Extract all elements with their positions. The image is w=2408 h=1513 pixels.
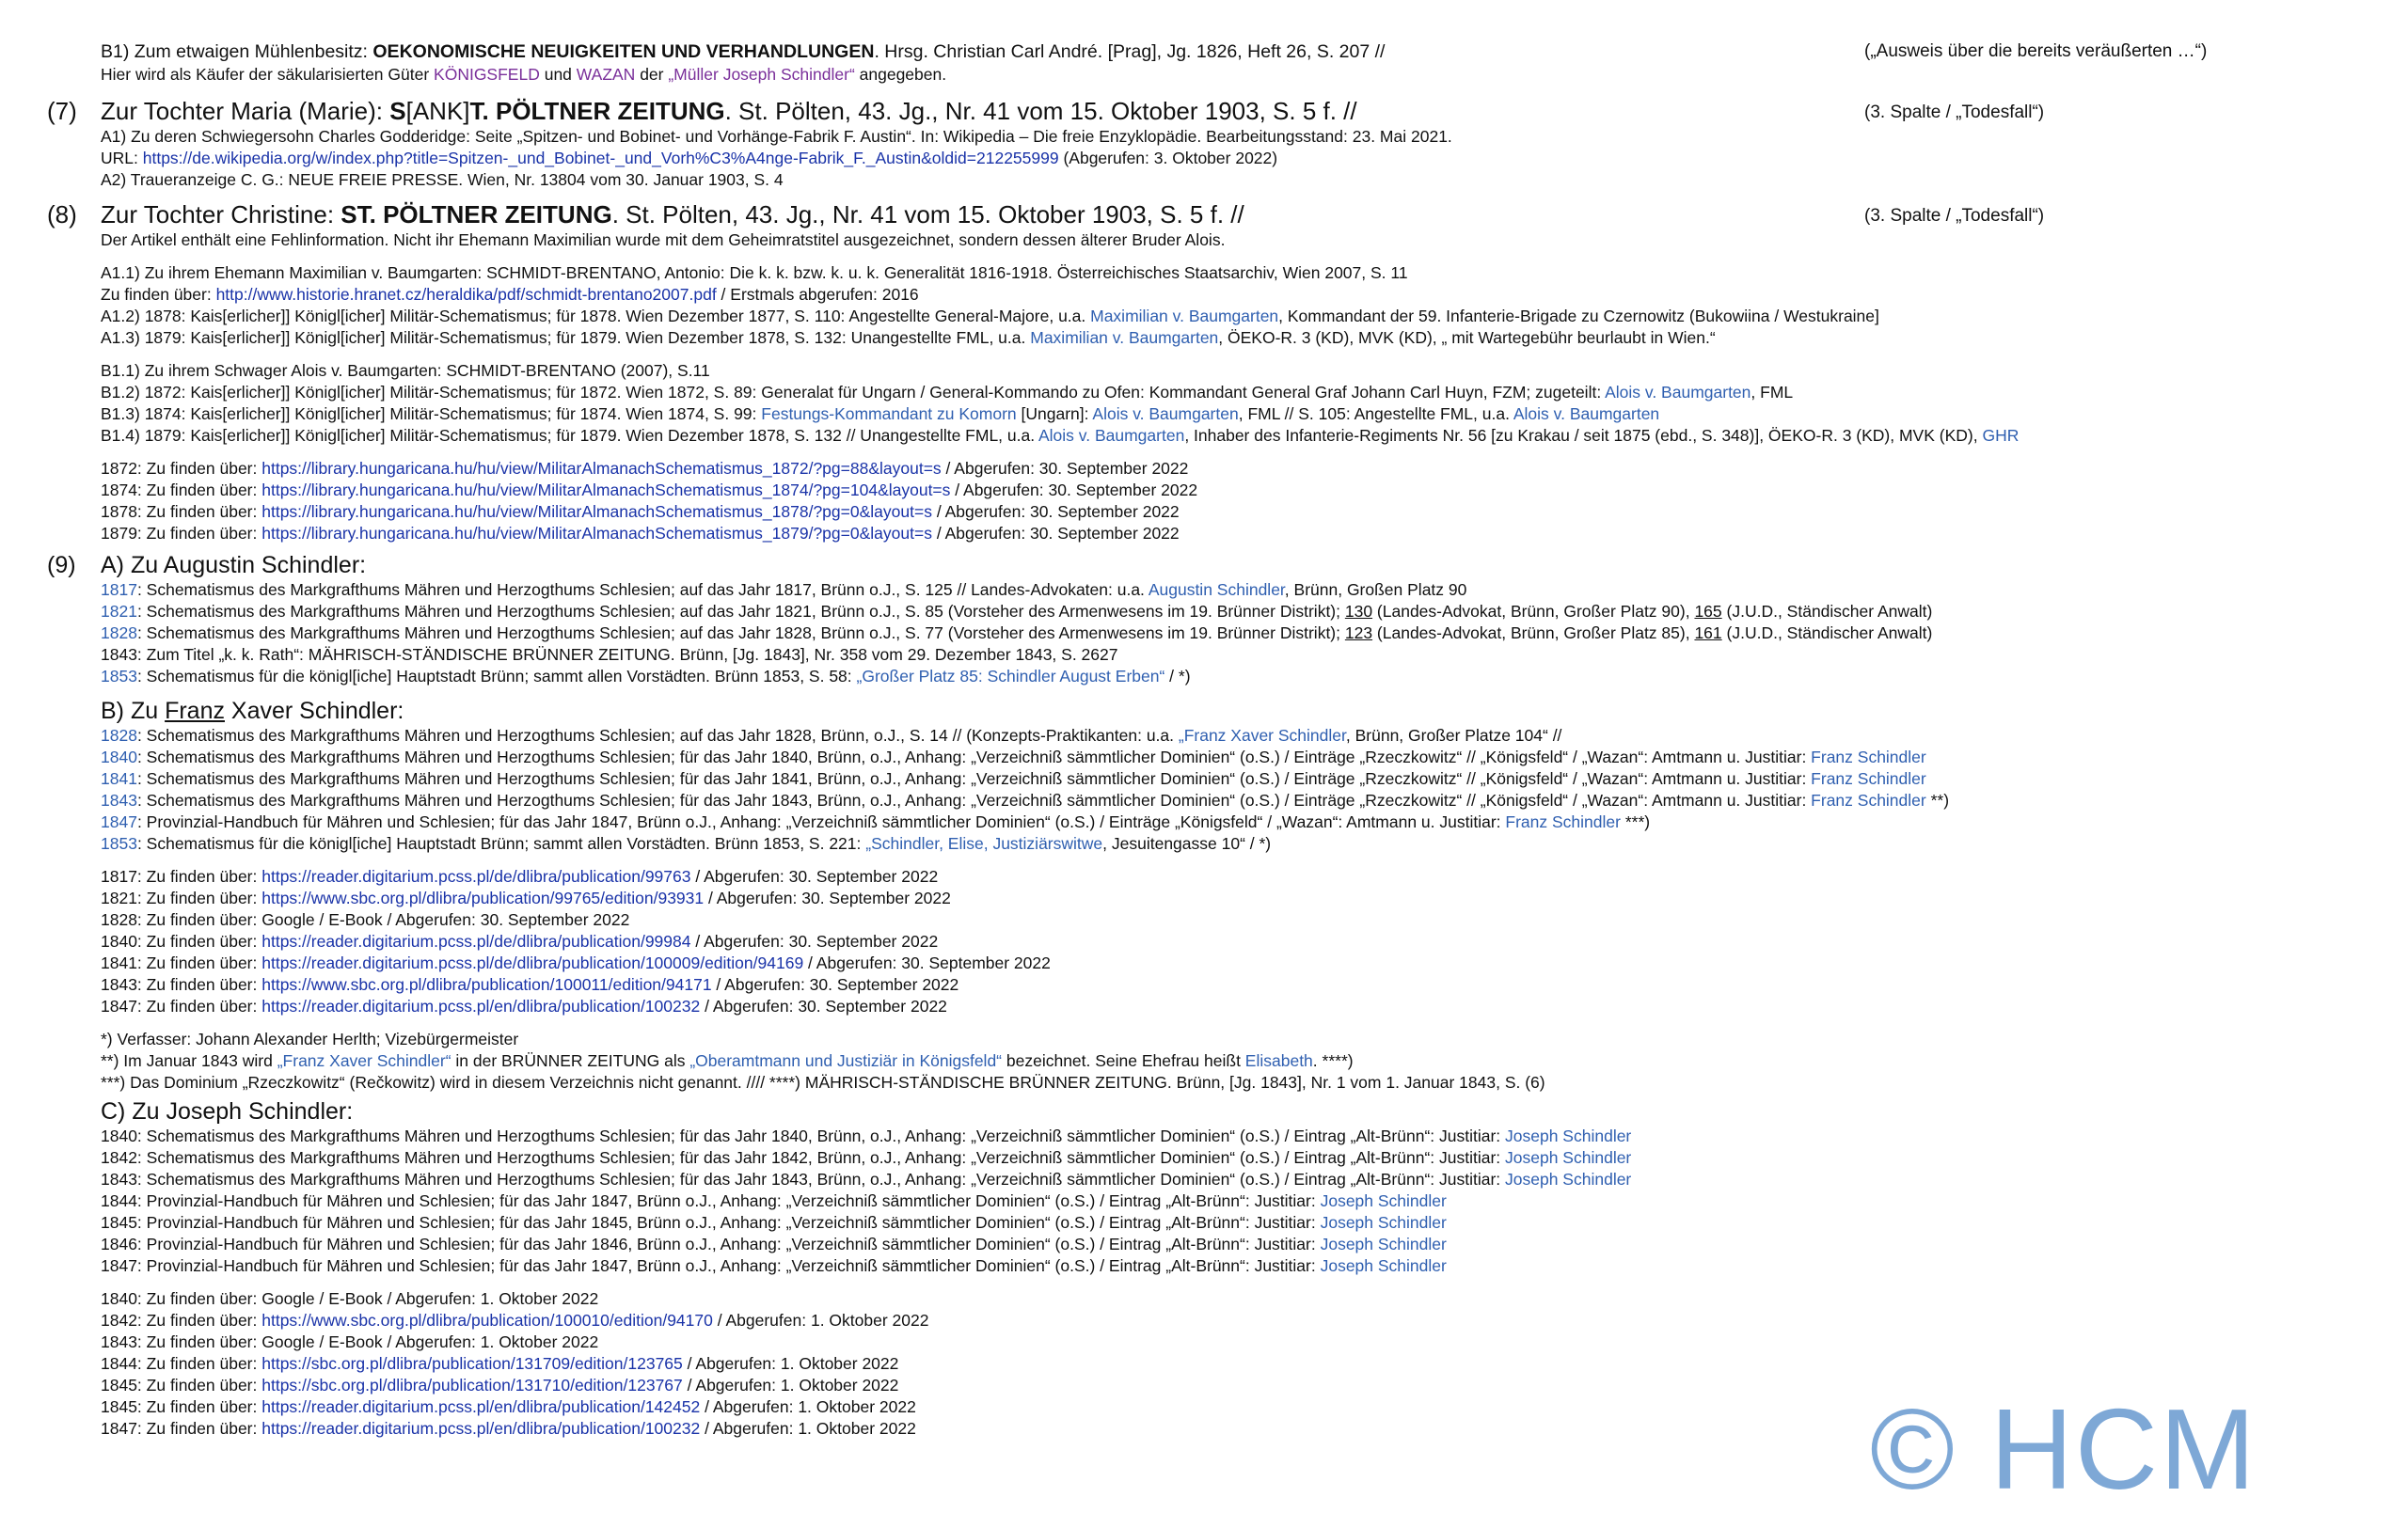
text: , ÖEKO-R. 3 (KD), MVK (KD), „ mit Wartegebühr beurlaubt in Wien.“: [1218, 328, 1716, 347]
text: 1828: [101, 623, 137, 642]
text: T. PÖLTNER ZEITUNG: [469, 97, 725, 125]
text: in der BRÜNNER ZEITUNG als: [451, 1051, 690, 1070]
text: 1840: Zu finden über:: [101, 932, 262, 951]
joseph-link-1845b: [101, 1396, 916, 1418]
augustin-heading: A) Zu Augustin Schindler:: [101, 552, 367, 578]
text: 1828: Zu finden über: Google / E-Book / Abgerufen: 30. September 2022: [101, 910, 630, 929]
text: / Abgerufen: 30. September 2022: [690, 867, 939, 886]
text: 1843: [101, 791, 137, 810]
sec7-a2: A2) Traueranzeige C. G.: NEUE FREIE PRESSE. Wien, Nr. 13804 vom 30. Januar 1903, S. 4: [101, 170, 784, 189]
text: „Schindler, Elise, Justiziärswitwe: [865, 834, 1103, 853]
text: : Schematismus des Markgrafthums Mähren und Herzogthums Schlesien; auf das Jahr 1821, Brünn o.J., S. 85 (Vorsteher des Armenwesens im 19. Brünner Distrikt);: [136, 602, 1345, 621]
text: 1828: [101, 726, 137, 745]
source-link[interactable]: https://www.sbc.org.pl/dlibra/publication/100011/edition/94171: [261, 975, 712, 994]
text: Joseph Schindler: [1320, 1256, 1447, 1275]
joseph-1847: [101, 1255, 1447, 1277]
franz-1840: [101, 747, 1926, 768]
text: : Schematismus des Markgrafthums Mähren und Herzogthums Schlesien; auf das Jahr 1817, Brünn o.J., S. 125 // Landes-Advokaten: u.a.: [136, 580, 1149, 599]
franz-link-1828: [101, 909, 629, 931]
source-link[interactable]: https://reader.digitarium.pcss.pl/en/dlibra/publication/100232: [261, 997, 701, 1016]
text: : Schematismus für die königl[iche] Hauptstadt Brünn; sammt allen Vorstädten. Brünn 1853, S. 221:: [136, 834, 866, 853]
hungaricana-link[interactable]: https://library.hungaricana.hu/hu/view/MilitarAlmanachSchematismus_1879/?pg=0&layout=s: [261, 524, 932, 543]
text: „Franz Xaver Schindler“: [277, 1051, 452, 1070]
text: . ****): [1312, 1051, 1354, 1070]
text: B) Zu: [101, 698, 166, 724]
text: Alois v. Baumgarten: [1092, 404, 1239, 423]
joseph-link-1844: [101, 1353, 898, 1375]
text: 1845: Zu finden über:: [101, 1397, 262, 1416]
section-7-note: (3. Spalte / „Todesfall“): [1864, 102, 2045, 122]
sec8-b13: [101, 403, 1659, 425]
franz-link-1841: [101, 953, 1051, 974]
text: 1840: Zu finden über: Google / E-Book / Abgerufen: 1. Oktober 2022: [101, 1289, 599, 1308]
section-9-heading-a: [0, 551, 2408, 579]
text: Xaver Schindler:: [224, 698, 404, 724]
text: „Oberamtmann und Justiziär in Königsfeld“: [689, 1051, 1003, 1070]
section-7: [0, 96, 2408, 191]
text: Festungs-Kommandant zu Komorn: [761, 404, 1017, 423]
mueller-term: „Müller Joseph Schindler“: [668, 65, 855, 84]
muehlen-note: („Ausweis über die bereits veräußerten …“): [1864, 41, 2208, 61]
joseph-link-1840: [101, 1288, 598, 1310]
koenigsfeld-term: KÖNIGSFELD: [434, 65, 540, 84]
text: 1847: Provinzial-Handbuch für Mähren und Schlesien; für das Jahr 1847, Brünn o.J., Anhang: „Verzeichniß sämmtlicher Dominien“ (o.S.) / Eintrag „Alt-Brünn“: Justitiar:: [101, 1256, 1321, 1275]
source-link[interactable]: https://reader.digitarium.pcss.pl/de/dlibra/publication/99763: [261, 867, 691, 886]
sec8-b12: [101, 382, 1793, 403]
sec8-link-1879: [101, 523, 1180, 544]
section-8-note: (3. Spalte / „Todesfall“): [1864, 206, 2045, 226]
text: A1.2) 1878: Kais[erlicher]] Königl[icher] Militär-Schematismus; für 1878. Wien Dezember 1877, S. 110: Angestellte General-Majore, u.a.: [101, 307, 1091, 325]
sec8-b11: B1.1) Zu ihrem Schwager Alois v. Baumgarten: SCHMIDT-BRENTANO (2007), S.11: [101, 361, 710, 380]
text: 1817: [101, 580, 137, 599]
text: Elisabeth: [1244, 1051, 1313, 1070]
text: / Abgerufen: 30. September 2022: [941, 459, 1189, 478]
text: B1.2) 1872: Kais[erlicher]] Königl[icher] Militär-Schematismus; für 1872. Wien 1872, S. 89: Generalat für Ungarn / General-Kommando zu Ofen: Kommandant General Graf Johann Carl Huyn, FZM; zugeteilt:: [101, 383, 1606, 402]
text: : Schematismus des Markgrafthums Mähren und Herzogthums Schlesien; für das Jahr 1840, Brünn, o.J., Anhang: „Verzeichniß sämmtlicher Dominien“ (o.S.) / Einträge „Rzeczkowitz“ // „Königsfeld“ / „Wazan“: Amtmann u. Justitiar:: [136, 748, 1812, 766]
sec8-link-1878: [101, 501, 1180, 523]
text: 1847: [101, 812, 137, 831]
muehlen-rest: . Hrsg. Christian Carl André. [Prag], Jg. 1826, Heft 26, S. 207 //: [874, 41, 1386, 62]
section-9-number: (9): [47, 552, 76, 578]
text: 1844: Zu finden über:: [101, 1354, 262, 1373]
joseph-link-1842: [101, 1310, 928, 1332]
text: Joseph Schindler: [1320, 1213, 1447, 1232]
text: 1840: Schematismus des Markgrafthums Mähren und Herzogthums Schlesien; für das Jahr 1840, Brünn, o.J., Anhang: „Verzeichniß sämmtlicher Dominien“ (o.S.) / Eintrag „Alt-Brünn“: Justitiar:: [101, 1127, 1506, 1145]
hungaricana-link[interactable]: https://library.hungaricana.hu/hu/view/MilitarAlmanachSchematismus_1878/?pg=0&layout=s: [261, 502, 932, 521]
footnote-2: [101, 1050, 1354, 1072]
text: 1841: [101, 769, 137, 788]
text: Joseph Schindler: [1320, 1235, 1447, 1253]
text: / Abgerufen: 30. September 2022: [704, 889, 951, 907]
copyright-watermark: © HCM: [1870, 1385, 2258, 1513]
text: (J.U.D., Ständischer Anwalt): [1721, 623, 1933, 642]
section-8-number: (8): [47, 200, 77, 229]
text: A1.3) 1879: Kais[erlicher]] Königl[icher] Militär-Schematismus; für 1879. Wien Dezember 1878, S. 132: Unangestellte FML, u.a.: [101, 328, 1031, 347]
text: B1.4) 1879: Kais[erlicher]] Königl[icher] Militär-Schematismus; für 1879. Wien Dezember 1878, S. 132 // Unangestellte FML, u.a.: [101, 426, 1038, 445]
section-7-title: [101, 96, 1357, 126]
text: / Abgerufen: 30. September 2022: [931, 502, 1180, 521]
source-link[interactable]: https://reader.digitarium.pcss.pl/de/dlibra/publication/99984: [261, 932, 691, 951]
text: : Schematismus für die königl[iche] Hauptstadt Brünn; sammt allen Vorstädten. Brünn 1853, S. 58:: [136, 667, 857, 686]
text: 130: [1344, 602, 1373, 621]
text: S: [389, 97, 406, 125]
sec8-a11: A1.1) Zu ihrem Ehemann Maximilian v. Baumgarten: SCHMIDT-BRENTANO, Antonio: Die k. k. bzw. k. u. k. Generalität 1816-1918. Österreichisches Staatsarchiv, Wien 2007, S. 11: [101, 263, 1408, 282]
text: 1879: Zu finden über:: [101, 524, 262, 543]
text: angegeben.: [854, 65, 947, 84]
augustin-1817: [101, 579, 1466, 601]
text: Alois v. Baumgarten: [1605, 383, 1751, 402]
sec8-a13: [101, 327, 1716, 349]
text: 1845: Zu finden über:: [101, 1376, 262, 1395]
text: . St. Pölten, 43. Jg., Nr. 41 vom 15. Oktober 1903, S. 5 f. //: [611, 200, 1244, 229]
text: Franz Schindler: [1811, 769, 1926, 788]
text: : Schematismus des Markgrafthums Mähren und Herzogthums Schlesien; für das Jahr 1841, Brünn, o.J., Anhang: „Verzeichniß sämmtlicher Dominien“ (o.S.) / Einträge „Rzeczkowitz“ // „Königsfeld“ / „Wazan“: Amtmann u. Justitiar:: [136, 769, 1812, 788]
augustin-1828: [101, 623, 1932, 644]
text: 123: [1344, 623, 1373, 642]
joseph-1844: [101, 1190, 1447, 1212]
sec8-b14: [101, 425, 2019, 447]
text: Joseph Schindler: [1320, 1191, 1447, 1210]
text: / Abgerufen: 30. September 2022: [711, 975, 959, 994]
text: / Abgerufen: 30. September 2022: [950, 481, 1198, 499]
text: 1874: Zu finden über:: [101, 481, 262, 499]
text: 1872: Zu finden über:: [101, 459, 262, 478]
source-link[interactable]: https://reader.digitarium.pcss.pl/de/dlibra/publication/100009/edition/94169: [261, 954, 804, 972]
text: 1878: Zu finden über:: [101, 502, 262, 521]
text: . St. Pölten, 43. Jg., Nr. 41 vom 15. Oktober 1903, S. 5 f. //: [724, 97, 1357, 125]
text: ST. PÖLTNER ZEITUNG: [341, 200, 612, 229]
text: „Großer Platz 85: Schindler August Erben“: [856, 667, 1165, 686]
text: 161: [1694, 623, 1722, 642]
text: 1844: Provinzial-Handbuch für Mähren und Schlesien; für das Jahr 1847, Brünn o.J., Anhang: „Verzeichniß sämmtlicher Dominien“ (o.S.) / Eintrag „Alt-Brünn“: Justitiar:: [101, 1191, 1321, 1210]
text: (Landes-Advokat, Brünn, Großer Platz 85),: [1372, 623, 1695, 642]
muehlen-citation: [101, 39, 1385, 64]
hungaricana-link[interactable]: https://library.hungaricana.hu/hu/view/MilitarAlmanachSchematismus_1872/?pg=88&layout=s: [261, 459, 942, 478]
text: 165: [1694, 602, 1722, 621]
section-8: [0, 199, 2408, 544]
joseph-link-1843: [101, 1332, 598, 1353]
franz-1828: [101, 725, 1561, 747]
franz-1841: [101, 768, 1926, 790]
text: / Abgerufen: 30. September 2022: [700, 997, 947, 1016]
joseph-1843: [101, 1169, 1631, 1190]
franz-1847: [101, 812, 1650, 833]
text: : Schematismus des Markgrafthums Mähren und Herzogthums Schlesien; für das Jahr 1843, Brünn, o.J., Anhang: „Verzeichniß sämmtlicher Dominien“ (o.S.) / Einträge „Rzeczkowitz“ // „Königsfeld“ / „Wazan“: Amtmann u. Justitiar:: [136, 791, 1812, 810]
text: / Abgerufen: 30. September 2022: [690, 932, 939, 951]
text: , FML // S. 105: Angestellte FML, u.a.: [1238, 404, 1513, 423]
franz-1843: [101, 790, 1949, 812]
section-7-heading: [0, 96, 2408, 126]
schmidt-brentano-link[interactable]: http://www.historie.hranet.cz/heraldika/pdf/schmidt-brentano2007.pdf: [215, 285, 717, 304]
section-8-title: [101, 199, 1244, 229]
text: / Erstmals abgerufen: 2016: [716, 285, 919, 304]
text: Zu finden über:: [101, 285, 216, 304]
muehlen-detail: [101, 64, 946, 86]
text: 1847: Zu finden über:: [101, 1419, 262, 1438]
source-link[interactable]: https://sbc.org.pl/dlibra/publication/131710/edition/123767: [261, 1376, 683, 1395]
text: und: [539, 65, 577, 84]
joseph-heading: C) Zu Joseph Schindler:: [101, 1098, 354, 1125]
muehlen-title: OEKONOMISCHE NEUIGKEITEN UND VERHANDLUNGEN: [372, 41, 875, 62]
text: (J.U.D., Ständischer Anwalt): [1721, 602, 1933, 621]
text: Alois v. Baumgarten: [1038, 426, 1185, 445]
text: Franz: [165, 698, 225, 724]
text: 1821: [101, 602, 137, 621]
text: Franz Schindler: [1811, 791, 1926, 810]
text: GHR: [1982, 426, 2020, 445]
text: / Abgerufen: 30. September 2022: [931, 524, 1180, 543]
text: 1853: [101, 834, 137, 853]
text: / Abgerufen: 1. Oktober 2022: [712, 1311, 929, 1330]
muehlen-prefix: B1) Zum etwaigen Mühlenbesitz:: [101, 41, 373, 62]
section-9: [0, 551, 2408, 1440]
franz-link-1840: [101, 931, 938, 953]
source-link[interactable]: https://sbc.org.pl/dlibra/publication/131709/edition/123765: [261, 1354, 683, 1373]
text: **): [1925, 791, 1950, 810]
sec8-a11-link-line: [101, 284, 919, 306]
text: ***): [1620, 812, 1651, 831]
text: 1843: Schematismus des Markgrafthums Mähren und Herzogthums Schlesien; für das Jahr 1843, Brünn, o.J., Anhang: „Verzeichniß sämmtlicher Dominien“ (o.S.) / Eintrag „Alt-Brünn“: Justitiar:: [101, 1170, 1506, 1189]
text: Joseph Schindler: [1505, 1148, 1632, 1167]
text: , Inhaber des Infanterie-Regiments Nr. 56 [zu Krakau / seit 1875 (ebd., S. 348)], ÖEKO-R. 3 (KD), MVK (KD),: [1184, 426, 1983, 445]
text: B1.3) 1874: Kais[erlicher]] Königl[icher] Militär-Schematismus; für 1874. Wien 1874, S. 99:: [101, 404, 762, 423]
wazan-term: WAZAN: [576, 65, 636, 84]
text: / Abgerufen: 30. September 2022: [803, 954, 1051, 972]
sec8-link-1874: [101, 480, 1197, 501]
text: Zur Tochter Maria (Marie):: [101, 97, 390, 125]
text: **) Im Januar 1843 wird: [101, 1051, 277, 1070]
text: bezeichnet. Seine Ehefrau heißt: [1002, 1051, 1245, 1070]
text: 1843: Zu finden über:: [101, 975, 262, 994]
text: Augustin Schindler: [1148, 580, 1285, 599]
text: , FML: [1751, 383, 1794, 402]
muehlen-line-1: [0, 39, 2408, 64]
hungaricana-link[interactable]: https://library.hungaricana.hu/hu/view/MilitarAlmanachSchematismus_1874/?pg=104&layout=s: [261, 481, 951, 499]
text: , Brünn, Großer Platze 104“ //: [1345, 726, 1562, 745]
muehlen-block: [0, 39, 2408, 86]
text: / Abgerufen: 1. Oktober 2022: [682, 1376, 899, 1395]
franz-link-1817: [101, 866, 938, 888]
sec8-a12: [101, 306, 1879, 327]
text: (Landes-Advokat, Brünn, Großer Platz 90),: [1372, 602, 1695, 621]
franz-link-1821: [101, 888, 951, 909]
text: [Ungarn]:: [1016, 404, 1093, 423]
text: (Abgerufen: 3. Oktober 2022): [1058, 149, 1278, 167]
text: Franz Schindler: [1811, 748, 1926, 766]
text: Maximilian v. Baumgarten: [1090, 307, 1279, 325]
text: Joseph Schindler: [1505, 1170, 1632, 1189]
muehlen-line-2: [0, 64, 2408, 86]
text: 1842: Schematismus des Markgrafthums Mähren und Herzogthums Schlesien; für das Jahr 1842, Brünn, o.J., Anhang: „Verzeichniß sämmtlicher Dominien“ (o.S.) / Eintrag „Alt-Brünn“: Justitiar:: [101, 1148, 1506, 1167]
joseph-1846: [101, 1234, 1447, 1255]
text: / Abgerufen: 1. Oktober 2022: [682, 1354, 899, 1373]
joseph-1842: [101, 1147, 1631, 1169]
footnote-1: *) Verfasser: Johann Alexander Herlth; Vizebürgermeister: [101, 1030, 519, 1048]
text: Joseph Schindler: [1505, 1127, 1632, 1145]
franz-1853: [101, 833, 1271, 855]
text: 1817: Zu finden über:: [101, 867, 262, 886]
text: 1853: [101, 667, 137, 686]
text: 1845: Provinzial-Handbuch für Mähren und Schlesien; für das Jahr 1845, Brünn o.J., Anhang: „Verzeichniß sämmtlicher Dominien“ (o.S.) / Eintrag „Alt-Brünn“: Justitiar:: [101, 1213, 1321, 1232]
text: der: [635, 65, 669, 84]
text: Franz Schindler: [1505, 812, 1621, 831]
joseph-1840: [101, 1126, 1631, 1147]
text: : Schematismus des Markgrafthums Mähren und Herzogthums Schlesien; auf das Jahr 1828, Brünn o.J., S. 77 (Vorsteher des Armenwesens im 19. Brünner Distrikt);: [136, 623, 1345, 642]
text: Alois v. Baumgarten: [1513, 404, 1660, 423]
section-7-number: (7): [47, 97, 77, 125]
sec7-url-line: [101, 148, 1277, 169]
text: , Jesuitengasse 10“ / *): [1102, 834, 1272, 853]
source-link[interactable]: https://www.sbc.org.pl/dlibra/publication/99765/edition/93931: [261, 889, 705, 907]
text: Zur Tochter Christine:: [101, 200, 341, 229]
section-8-heading: [0, 199, 2408, 229]
joseph-1845: [101, 1212, 1447, 1234]
franz-link-1843: [101, 974, 958, 996]
source-link[interactable]: https://www.sbc.org.pl/dlibra/publication/100010/edition/94170: [261, 1311, 713, 1330]
footnote-3: ***) Das Dominium „Rzeczkowitz“ (Rečkowitz) wird in diesem Verzeichnis nicht genannt. //// ****) MÄHRISCH-STÄNDISCHE BRÜNNER ZEITUNG. Brünn, [Jg. 1843], Nr. 1 vom 1. Januar 1843, S. (6): [101, 1073, 1545, 1092]
wikipedia-link[interactable]: https://de.wikipedia.org/w/index.php?title=Spitzen-_und_Bobinet-_und_Vorh%C3%A4nge-Fabrik_F._Austin&oldid=212255999: [142, 149, 1059, 167]
sec8-info: Der Artikel enthält eine Fehlinformation. Nicht ihr Ehemann Maximilian wurde mit dem Geheimratstitel ausgezeichnet, sondern dessen älterer Bruder Alois.: [101, 230, 1226, 249]
text: / Abgerufen: 1. Oktober 2022: [700, 1419, 916, 1438]
text: 1843: Zu finden über: Google / E-Book / Abgerufen: 1. Oktober 2022: [101, 1332, 599, 1351]
text: Hier wird als Käufer der säkularisierten Güter: [101, 65, 435, 84]
text: / Abgerufen: 1. Oktober 2022: [700, 1397, 916, 1416]
text: 1841: Zu finden über:: [101, 954, 262, 972]
section-9-heading-b: [0, 697, 2408, 725]
source-link[interactable]: https://reader.digitarium.pcss.pl/en/dlibra/publication/100232: [261, 1419, 701, 1438]
text: Maximilian v. Baumgarten: [1030, 328, 1219, 347]
text: „Franz Xaver Schindler: [1178, 726, 1346, 745]
augustin-1853: [101, 666, 1191, 687]
augustin-1821: [101, 601, 1932, 623]
augustin-1843: 1843: Zum Titel „k. k. Rath“: MÄHRISCH-STÄNDISCHE BRÜNNER ZEITUNG. Brünn, [Jg. 1843], Nr. 358 vom 29. Dezember 1843, S. 2627: [101, 645, 1118, 664]
sec7-a1: A1) Zu deren Schwiegersohn Charles Godderidge: Seite „Spitzen- und Bobinet- und Vorhänge-Fabrik F. Austin“. In: Wikipedia – Die freie Enzyklopädie. Bearbeitungsstand: 23. Mai 2021.: [101, 127, 1452, 146]
text: 1847: Zu finden über:: [101, 997, 262, 1016]
sec8-link-1872: [101, 458, 1188, 480]
text: URL:: [101, 149, 143, 167]
text: : Provinzial-Handbuch für Mähren und Schlesien; für das Jahr 1847, Brünn o.J., Anhang: „Verzeichniß sämmtlicher Dominien“ (o.S.) / Einträge „Königsfeld“ / „Wazan“: Amtmann u. Justitiar:: [136, 812, 1506, 831]
text: , Brünn, Großen Platz 90: [1284, 580, 1467, 599]
text: , Kommandant der 59. Infanterie-Brigade zu Czernowitz (Bukowiina / Westukraine]: [1278, 307, 1879, 325]
joseph-link-1847: [101, 1418, 916, 1440]
franz-link-1847: [101, 996, 947, 1017]
text: 1842: Zu finden über:: [101, 1311, 262, 1330]
text: 1846: Provinzial-Handbuch für Mähren und Schlesien; für das Jahr 1846, Brünn o.J., Anhang: „Verzeichniß sämmtlicher Dominien“ (o.S.) / Eintrag „Alt-Brünn“: Justitiar:: [101, 1235, 1321, 1253]
franz-heading: [101, 697, 404, 725]
text: : Schematismus des Markgrafthums Mähren und Herzogthums Schlesien; auf das Jahr 1828, Brünn, o.J., S. 14 // (Konzepts-Praktikanten: u.a.: [136, 726, 1179, 745]
text: 1840: [101, 748, 137, 766]
text: / *): [1164, 667, 1191, 686]
joseph-link-1845a: [101, 1375, 898, 1396]
text: 1821: Zu finden über:: [101, 889, 262, 907]
text: [ANK]: [405, 97, 470, 125]
section-9-heading-c: [0, 1097, 2408, 1126]
source-link[interactable]: https://reader.digitarium.pcss.pl/en/dlibra/publication/142452: [261, 1397, 701, 1416]
